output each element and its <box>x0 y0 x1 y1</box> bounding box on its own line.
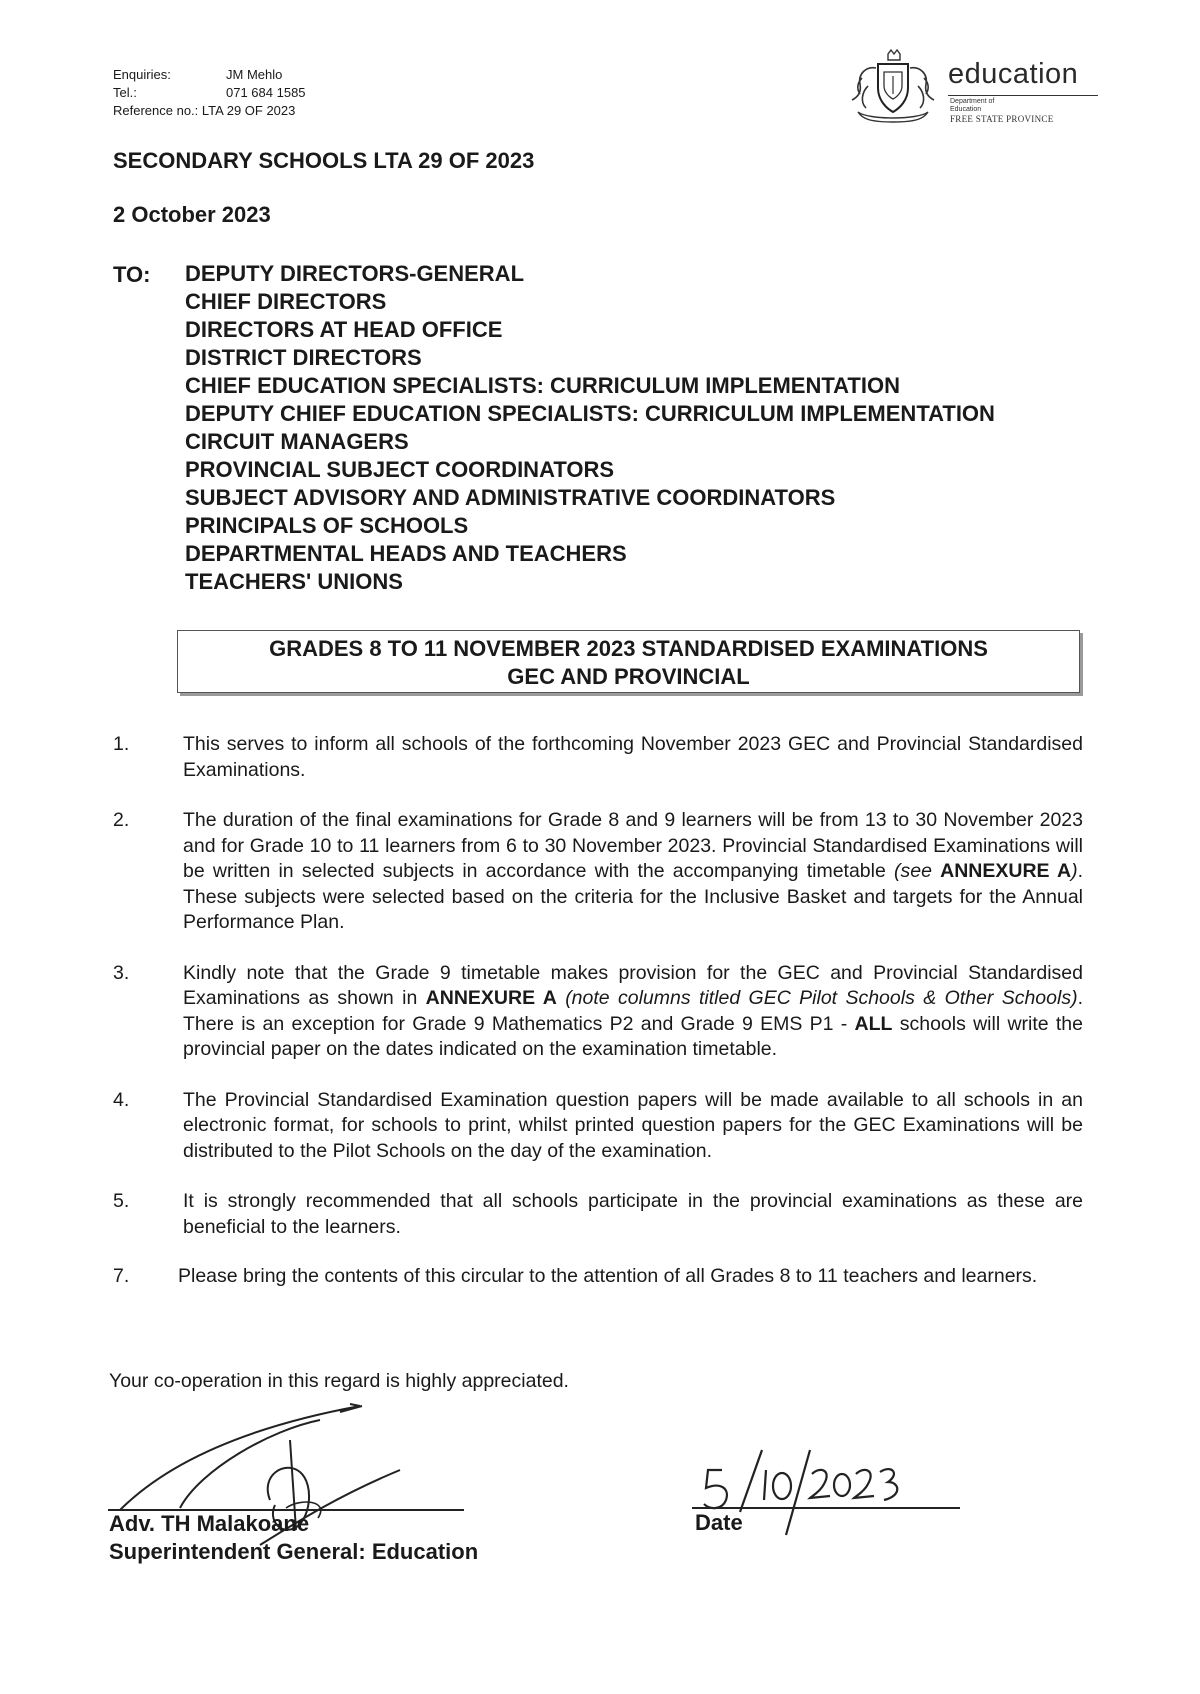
tel-label: Tel.: <box>113 85 137 100</box>
paragraph-text <box>183 961 1083 1063</box>
see-text: (see <box>894 860 941 882</box>
coat-of-arms-icon <box>848 48 938 128</box>
recipient-item: DEPUTY DIRECTORS-GENERAL <box>185 261 525 286</box>
closing-line: Your co-operation in this regard is highly appreciated. <box>109 1370 569 1392</box>
tel-value: 071 684 1585 <box>226 85 306 100</box>
logo-department-line1: Department of <box>950 98 995 105</box>
recipient-item: PRINCIPALS OF SCHOOLS <box>185 513 469 538</box>
paragraph-2-part-b: . These subjects were selected based on the criteria for the Inclusive Basket and targets for the Annual Performance Plan. <box>183 860 1083 933</box>
subject-box <box>177 630 1080 693</box>
annexure-a-ref: ANNEXURE A <box>940 860 1072 882</box>
paragraph-text: The Provincial Standardised Examination question papers will be made available to all schools in an electronic format, for schools to print, whilst printed question papers for the GEC Examinations will be distributed to the Pilot Schools on the day of the examination. <box>183 1088 1083 1162</box>
circular-date: 2 October 2023 <box>113 202 271 227</box>
circular-title: SECONDARY SCHOOLS LTA 29 OF 2023 <box>113 148 535 173</box>
reference-value: LTA 29 OF 2023 <box>201 103 296 118</box>
logo-wordmark: education <box>948 58 1079 90</box>
recipient-item: TEACHERS' UNIONS <box>185 569 403 594</box>
reference-row <box>113 102 306 120</box>
enquiries-block <box>113 66 306 120</box>
recipient-item: CIRCUIT MANAGERS <box>185 429 409 454</box>
paragraph-3-part-c: schools will write the provincial paper on the dates indicated on the examination timetable. <box>183 1012 1083 1060</box>
paragraph-3-part-a: Kindly note that the Grade 9 timetable makes provision for the GEC and Provincial Standardised Examinations as shown in <box>183 961 1083 1009</box>
recipient-item: DIRECTORS AT HEAD OFFICE <box>185 317 503 342</box>
paragraph-7 <box>113 1264 1083 1290</box>
logo-province: FREE STATE PROVINCE <box>950 114 1054 124</box>
paragraph-3-part-b: . There is an exception for Grade 9 Mathematics P2 and Grade 9 EMS P1 - <box>183 987 1083 1035</box>
date-line <box>692 1507 960 1509</box>
logo-department <box>950 98 994 114</box>
paragraph-text: This serves to inform all schools of the forthcoming November 2023 GEC and Provincial Standardised Examinations. <box>183 733 1083 781</box>
recipient-item: DEPARTMENTAL HEADS AND TEACHERS <box>185 541 627 566</box>
recipient-item: PROVINCIAL SUBJECT COORDINATORS <box>185 457 615 482</box>
enquiries-label: Enquiries: <box>113 67 171 82</box>
recipient-list <box>185 260 995 596</box>
paragraph-number: 5. <box>113 1190 130 1212</box>
paragraph-number: 7. <box>113 1265 130 1287</box>
recipient-item: DEPUTY CHIEF EDUCATION SPECIALISTS: CURRICULUM IMPLEMENTATION <box>185 401 995 426</box>
paragraph-text: It is strongly recommended that all schools participate in the provincial examinations as these are beneficial to the learners. <box>183 1190 1083 1238</box>
recipient-item: CHIEF DIRECTORS <box>185 289 387 314</box>
paragraph-2-part-a: The duration of the final examinations for Grade 8 and 9 learners will be from 13 to 30 November 2023 and for Grade 10 to 11 learners from 6 to 30 November 2023. Provincial Standardised Examinations will be written in selected subjects in accordance with the accompanying timetable <box>183 809 1083 882</box>
paragraph-2 <box>113 808 1083 936</box>
subject-line-2: GEC AND PROVINCIAL <box>507 664 750 689</box>
enquiries-row <box>113 66 306 84</box>
all-emphasis: ALL <box>854 1012 893 1035</box>
columns-note: (note columns titled GEC Pilot Schools & Other Schools) <box>556 987 1078 1009</box>
see-close: ) <box>1071 860 1078 882</box>
paragraph-number: 1. <box>113 733 130 755</box>
subject-line-1: GRADES 8 TO 11 NOVEMBER 2023 STANDARDISED EXAMINATIONS <box>269 636 988 661</box>
to-label: TO: <box>113 262 151 287</box>
paragraph-3 <box>113 961 1083 1063</box>
logo-department-line2: Education <box>950 106 982 113</box>
tel-row <box>113 84 306 102</box>
recipient-item: DISTRICT DIRECTORS <box>185 345 422 370</box>
department-logo <box>848 48 1098 128</box>
paragraph-number: 3. <box>113 961 130 984</box>
date-label: Date <box>695 1510 743 1535</box>
annexure-a-ref: ANNEXURE A <box>425 987 557 1009</box>
paragraph-text: Please bring the contents of this circular to the attention of all Grades 8 to 11 teachers and learners. <box>178 1265 1038 1287</box>
signer-name: Adv. TH Malakoane <box>109 1511 310 1536</box>
recipient-item: CHIEF EDUCATION SPECIALISTS: CURRICULUM IMPLEMENTATION <box>185 373 900 398</box>
paragraph-text <box>183 808 1083 936</box>
logo-divider <box>948 95 1098 96</box>
paragraph-number: 4. <box>113 1088 130 1111</box>
paragraph-5 <box>113 1189 1083 1240</box>
paragraph-number: 2. <box>113 809 130 831</box>
paragraph-1 <box>113 732 1083 783</box>
recipient-item: SUBJECT ADVISORY AND ADMINISTRATIVE COORDINATORS <box>185 485 836 510</box>
reference-label: Reference no.: <box>113 103 199 118</box>
paragraph-4 <box>113 1088 1083 1165</box>
paragraph-list <box>113 732 1083 1315</box>
signer-title: Superintendent General: Education <box>109 1539 479 1564</box>
enquiries-value: JM Mehlo <box>226 67 283 82</box>
